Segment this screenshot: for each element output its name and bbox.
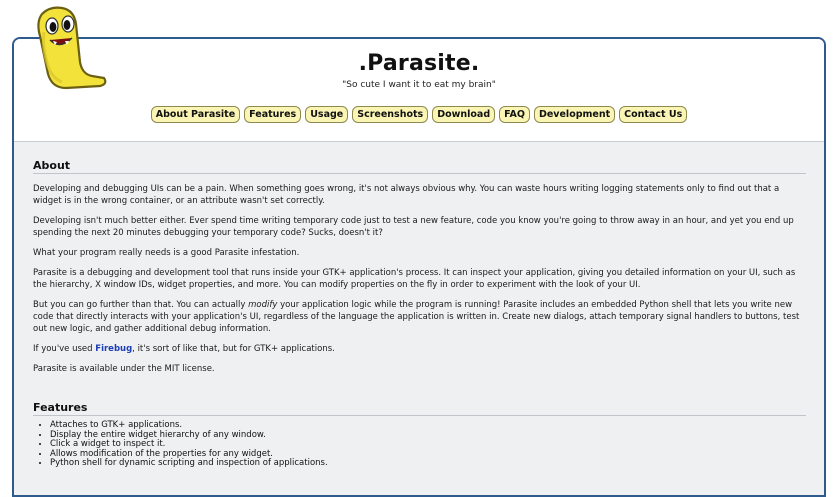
nav-screenshots[interactable]: Screenshots bbox=[352, 106, 428, 123]
site-tagline: "So cute I want it to eat my brain" bbox=[342, 80, 496, 90]
p5-text-b: your application logic while the program is running! Parasite includes an embedded Python shell that lets you write new code that directly interacts with your application's UI, regardless of the language the application is written in. Create new dialogs, attach temporary signal handlers to buttons, test out new logic, and gather additional debug information. bbox=[33, 300, 800, 334]
parasite-mascot-logo bbox=[22, 4, 108, 90]
page-frame bbox=[12, 37, 826, 497]
about-paragraph-4: Parasite is a debugging and development tool that runs inside your GTK+ application's process. It can inspect your application, giving you detailed information on your UI, such as the hierarchy, X window IDs, widget properties, and more. You can modify properties on the fly in order to experiment with the look of your UI. bbox=[33, 268, 796, 290]
p5-emphasis: modify bbox=[248, 300, 278, 310]
nav-usage[interactable]: Usage bbox=[305, 106, 348, 123]
site-title: .Parasite. bbox=[358, 51, 480, 76]
p6-text-b: , it's sort of like that, but for GTK+ applications. bbox=[132, 344, 335, 354]
p5-text-a: But you can go further than that. You can actually bbox=[33, 300, 249, 310]
nav-features[interactable]: Features bbox=[244, 106, 301, 123]
about-paragraph-5 bbox=[33, 299, 806, 335]
about-paragraph-6 bbox=[33, 343, 806, 355]
nav-faq[interactable]: FAQ bbox=[499, 106, 530, 123]
p6-text-a: If you've used bbox=[33, 344, 96, 354]
about-paragraph-2: Developing isn't much better either. Ever spend time writing temporary code just to test a new feature, code you know you're going to throw away in an hour, and yet you end up spending the next 20 minutes debugging your temporary code? Sucks, doesn't it? bbox=[33, 216, 794, 238]
nav-contact[interactable]: Contact Us bbox=[619, 106, 687, 123]
nav-bar bbox=[14, 106, 824, 123]
feature-item: • Allows modification of the properties for any widget. bbox=[50, 450, 806, 460]
main-content bbox=[14, 142, 824, 495]
features-heading: Features bbox=[33, 401, 806, 416]
site-header bbox=[14, 39, 824, 142]
features-list bbox=[33, 421, 806, 469]
nav-development[interactable]: Development bbox=[534, 106, 615, 123]
about-paragraph-1: Developing and debugging UIs can be a pain. When something goes wrong, it's not always obvious why. You can waste hours writing logging statements only to find out that a widget is in the wrong container, or an attribute wasn't set correctly. bbox=[33, 184, 780, 206]
about-paragraph-3: What your program really needs is a good Parasite infestation. bbox=[33, 248, 300, 258]
about-heading: About bbox=[33, 159, 806, 174]
feature-item: • Display the entire widget hierarchy of any window. bbox=[50, 431, 806, 441]
feature-item: • Python shell for dynamic scripting and inspection of applications. bbox=[50, 459, 806, 469]
about-paragraph-7: Parasite is available under the MIT license. bbox=[33, 364, 215, 374]
nav-about[interactable]: About Parasite bbox=[151, 106, 240, 123]
feature-item: • Click a widget to inspect it. bbox=[50, 440, 806, 450]
firebug-link[interactable]: Firebug bbox=[95, 344, 133, 354]
nav-download[interactable]: Download bbox=[432, 106, 495, 123]
feature-item: • Attaches to GTK+ applications. bbox=[50, 421, 806, 431]
